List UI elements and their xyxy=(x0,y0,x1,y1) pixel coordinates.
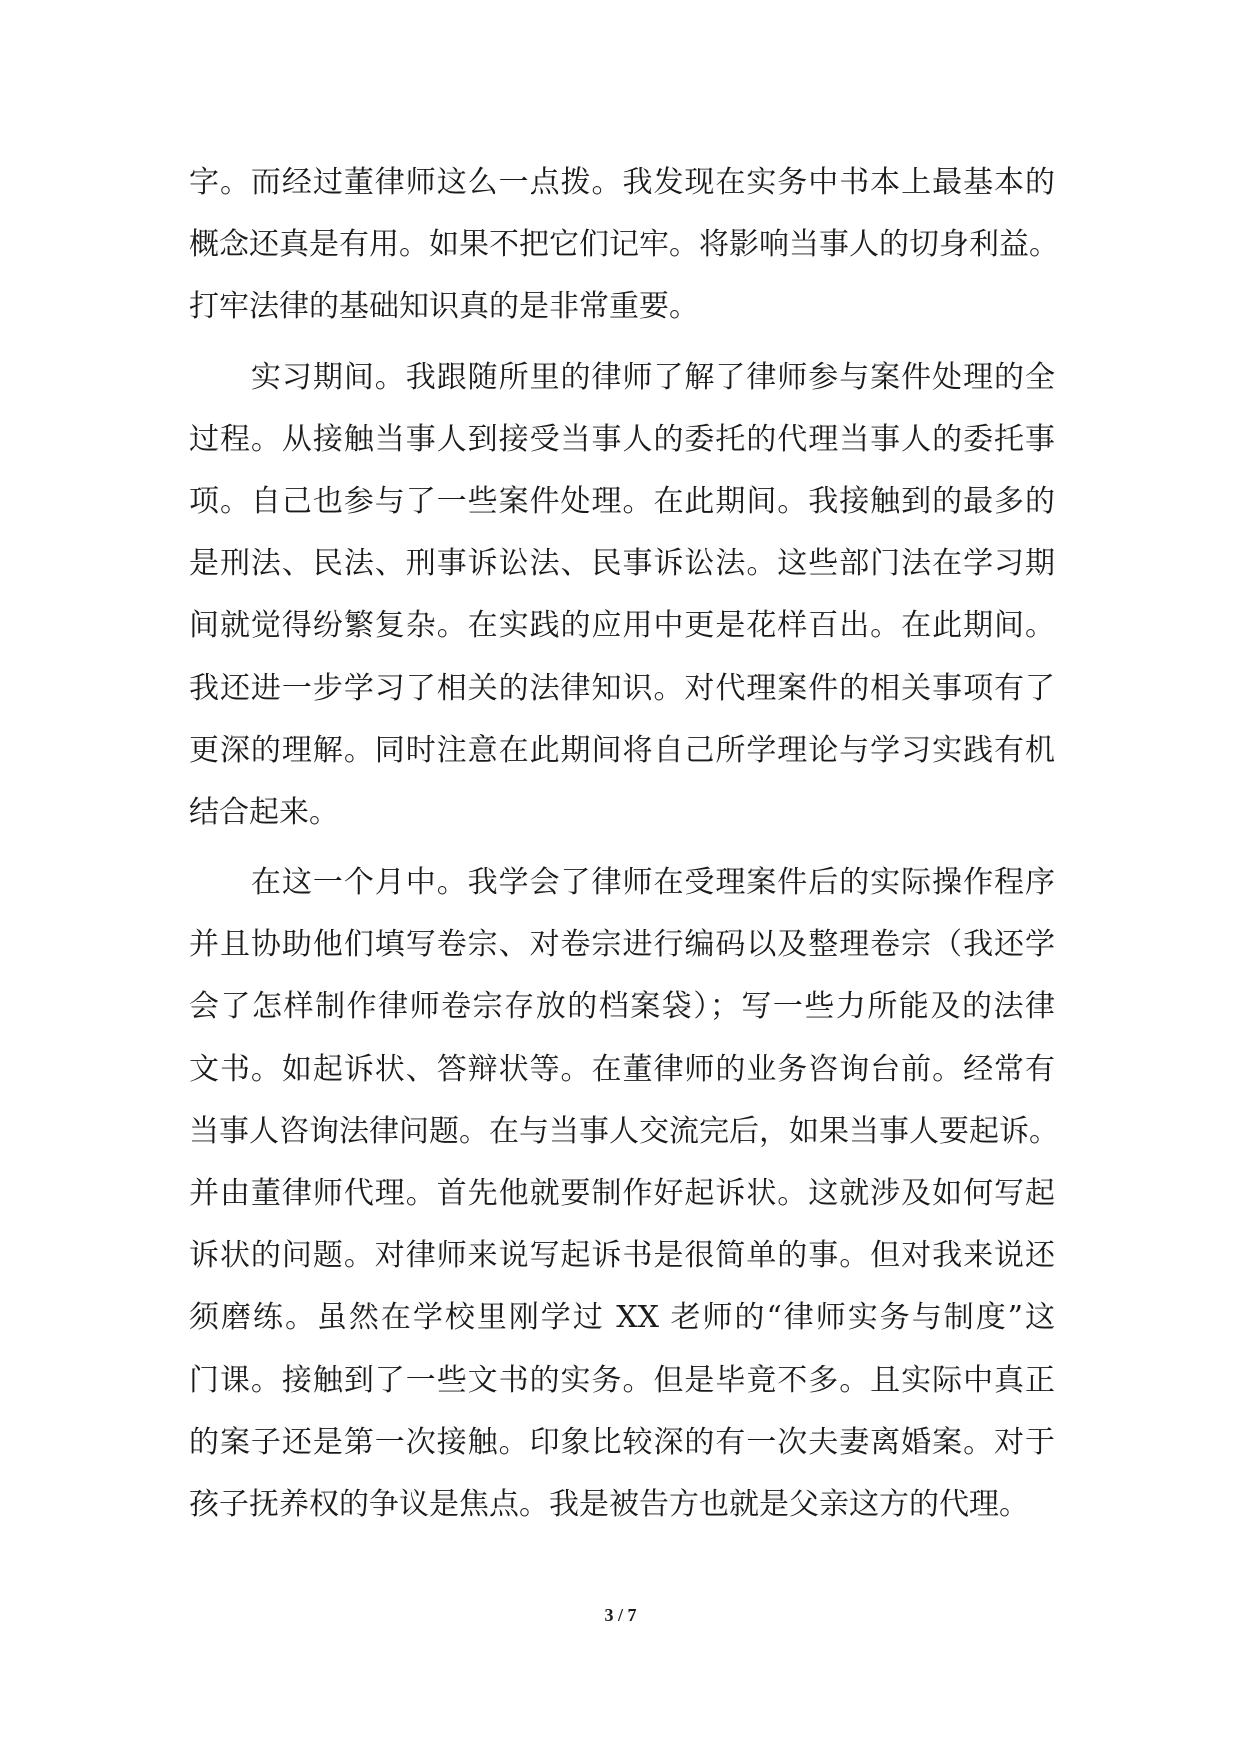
paragraph-1 xyxy=(189,152,1059,339)
text-line: 打牢法律的基础知识真的是非常重要。 xyxy=(189,289,699,325)
text-line: 间就觉得纷繁复杂。在实践的应用中更是花样百出。在此期间。 xyxy=(189,608,1055,644)
text-line: 门课。接触到了一些文书的实务。但是毕竟不多。且实际中真正 xyxy=(189,1362,1055,1398)
text-line: 我还进一步学习了相关的法律知识。对代理案件的相关事项有了 xyxy=(189,670,1055,706)
text-line: 并由董律师代理。首先他就要制作好起诉状。这就涉及如何写起 xyxy=(189,1176,1055,1211)
text-line: 是刑法、民法、刑事诉讼法、民事诉讼法。这些部门法在学习期 xyxy=(189,546,1055,582)
text-line: 实习期间。我跟随所里的律师了解了律师参与案件处理的全 xyxy=(189,359,1055,395)
text-line: 字。而经过董律师这么一点拨。我发现在实务中书本上最基本的 xyxy=(189,165,1055,200)
page-number: 3 / 7 xyxy=(604,1605,637,1625)
text-line: 文书。如起诉状、答辩状等。在董律师的业务咨询台前。经常有 xyxy=(189,1051,1055,1087)
paragraph-3 xyxy=(189,852,1059,1536)
text-line: 更深的理解。同时注意在此期间将自己所学理论与学习实践有机 xyxy=(189,732,1055,768)
text-line: 在这一个月中。我学会了律师在受理案件后的实际操作程序 xyxy=(189,865,1055,901)
text-line: 概念还真是有用。如果不把它们记牢。将影响当事人的切身利益。 xyxy=(189,227,1059,263)
text-line: 并且协助他们填写卷宗、对卷宗进行编码以及整理卷宗（我还学 xyxy=(189,927,1055,963)
text-line: 须磨练。虽然在学校里刚学过 XX 老师的“律师实务与制度”这 xyxy=(189,1300,1055,1336)
text-line: 孩子抚养权的争议是焦点。我是被告方也就是父亲这方的代理。 xyxy=(189,1486,1029,1522)
body-text xyxy=(189,152,1059,1536)
text-line: 结合起来。 xyxy=(189,794,339,830)
text-line: 会了怎样制作律师卷宗存放的档案袋）；写一些力所能及的法律 xyxy=(189,989,1055,1025)
text-line: 过程。从接触当事人到接受当事人的委托的代理当事人的委托事 xyxy=(189,421,1055,457)
text-line: 的案子还是第一次接触。印象比较深的有一次夫妻离婚案。对于 xyxy=(189,1424,1055,1460)
paragraph-2 xyxy=(189,347,1055,845)
text-line: 当事人咨询法律问题。在与当事人交流完后，如果当事人要起诉。 xyxy=(189,1113,1059,1149)
text-line: 项。自己也参与了一些案件处理。在此期间。我接触到的最多的 xyxy=(189,483,1055,519)
text-line: 诉状的问题。对律师来说写起诉书是很简单的事。但对我来说还 xyxy=(189,1238,1055,1274)
